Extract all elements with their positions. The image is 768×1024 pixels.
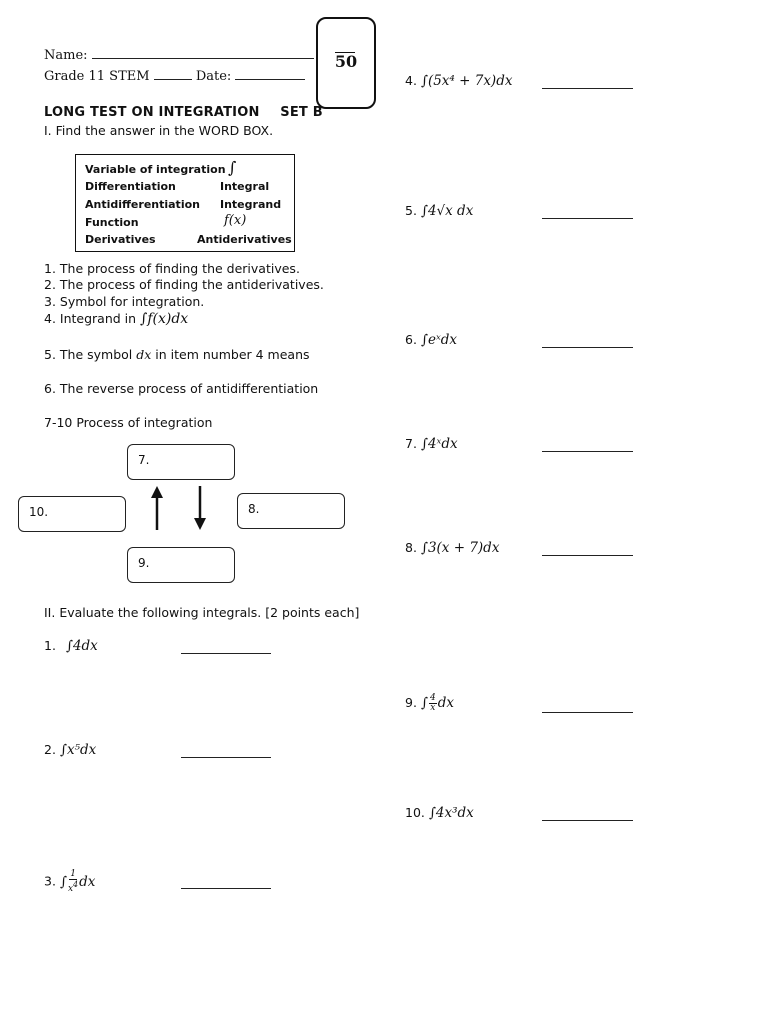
word-integral-symbol: ∫ — [228, 158, 237, 177]
question-3 — [44, 870, 95, 894]
word-antiderivatives: Antiderivatives — [197, 233, 292, 246]
part1-item-5-text: 5. The symbol — [44, 347, 137, 362]
answer-blank-10[interactable] — [542, 808, 633, 821]
answer-blank-3[interactable] — [181, 876, 271, 889]
answer-blank-2[interactable] — [181, 745, 271, 758]
word-derivatives: Derivatives — [85, 233, 156, 246]
question-8-number: 8. — [405, 540, 417, 555]
word-integrand: Integrand — [220, 198, 282, 211]
part1-item-4-math: ∫f(x)dx — [140, 311, 189, 327]
question-9-expression: ∫ $\frac{4}{x}$ dx — [420, 693, 454, 713]
question-8-expression: ∫3(x + 7)dx — [420, 540, 500, 556]
part1-item-7-10: 7-10 Process of integration — [44, 415, 213, 430]
answer-blank-7[interactable] — [542, 439, 633, 452]
process-box-10-label: 10. — [29, 505, 49, 519]
part1-item-2: 2. The process of finding the antiderivatives. — [44, 277, 324, 292]
part1-item-5 — [44, 347, 310, 362]
section-field[interactable] — [154, 79, 192, 80]
grade-date-line — [44, 67, 305, 87]
title-set: SET B — [280, 105, 323, 120]
question-10-number: 10. — [405, 805, 425, 820]
word-differentiation: Differentiation — [85, 180, 176, 193]
part1-item-6: 6. The reverse process of antidifferentiation — [44, 381, 319, 396]
word-f-of-x: f(x) — [224, 213, 247, 228]
part2-instruction: II. Evaluate the following integrals. [2 points each] — [44, 605, 360, 620]
question-7 — [405, 436, 458, 452]
question-3-number: 3. — [44, 873, 56, 889]
question-1-expression: ∫4dx — [65, 638, 98, 654]
test-title — [44, 105, 323, 120]
arrow-down-icon — [190, 486, 210, 530]
question-4-expression: ∫(5x⁴ + 7x)dx — [420, 73, 513, 89]
arrow-up-icon — [147, 486, 167, 530]
question-10 — [405, 805, 474, 821]
question-7-number: 7. — [405, 436, 417, 451]
part1-item-1: 1. The process of finding the derivatives. — [44, 261, 300, 276]
question-1 — [44, 638, 98, 654]
question-3-expression: ∫ $\frac{1}{x^4}$ dx — [59, 869, 96, 894]
question-8 — [405, 540, 499, 556]
question-4-number: 4. — [405, 73, 417, 88]
part1-item-4 — [44, 311, 188, 327]
grade-label: Grade 11 STEM — [44, 69, 150, 84]
answer-blank-4[interactable] — [542, 76, 633, 89]
word-function: Function — [85, 216, 139, 229]
title-main: LONG TEST ON INTEGRATION — [44, 105, 260, 120]
answer-blank-9[interactable] — [542, 700, 633, 713]
answer-blank-5[interactable] — [542, 206, 633, 219]
part1-item-5-suffix: in item number 4 means — [151, 347, 310, 362]
question-2 — [44, 742, 96, 758]
process-box-7[interactable] — [127, 444, 235, 480]
question-9-number: 9. — [405, 695, 417, 710]
answer-blank-1[interactable] — [181, 641, 271, 654]
question-9 — [405, 694, 454, 713]
question-6-number: 6. — [405, 332, 417, 347]
answer-blank-8[interactable] — [542, 543, 633, 556]
part1-item-3: 3. Symbol for integration. — [44, 294, 205, 309]
process-box-9-label: 9. — [138, 556, 150, 570]
name-label: Name: — [44, 48, 88, 63]
part1-item-5-math: dx — [136, 347, 152, 362]
question-5-number: 5. — [405, 203, 417, 218]
question-5-expression: ∫4√x dx — [420, 203, 474, 219]
question-5 — [405, 203, 473, 219]
date-field[interactable] — [235, 79, 305, 80]
question-4 — [405, 73, 512, 89]
question-6-expression: ∫eˣdx — [420, 332, 457, 348]
date-label: Date: — [195, 69, 232, 84]
question-2-expression: ∫x⁵dx — [59, 742, 97, 758]
score-box — [316, 17, 376, 109]
name-field[interactable] — [92, 58, 314, 59]
process-box-10[interactable] — [18, 496, 126, 532]
process-box-8-label: 8. — [248, 502, 260, 516]
word-box — [75, 154, 295, 252]
part1-item-4-text: 4. Integrand in — [44, 311, 141, 326]
question-7-expression: ∫4ˣdx — [420, 436, 458, 452]
score-total: 50 — [334, 52, 358, 71]
answer-blank-6[interactable] — [542, 335, 633, 348]
part1-instruction: I. Find the answer in the WORD BOX. — [44, 123, 274, 138]
process-box-8[interactable] — [237, 493, 345, 529]
process-box-7-label: 7. — [138, 453, 150, 467]
word-variable-of-integration: Variable of integration — [85, 163, 226, 176]
question-2-number: 2. — [44, 742, 56, 757]
question-6 — [405, 332, 457, 348]
question-10-expression: ∫4x³dx — [428, 805, 474, 821]
question-9-fraction: $\frac{4}{x}$ — [429, 693, 436, 713]
question-3-fraction: $\frac{1}{x^4}$ — [67, 869, 79, 894]
process-box-9[interactable] — [127, 547, 235, 583]
word-antidifferentiation: Antidifferentiation — [85, 198, 200, 211]
name-line — [44, 46, 314, 66]
word-integral: Integral — [220, 180, 270, 193]
question-1-number: 1. — [44, 638, 56, 653]
